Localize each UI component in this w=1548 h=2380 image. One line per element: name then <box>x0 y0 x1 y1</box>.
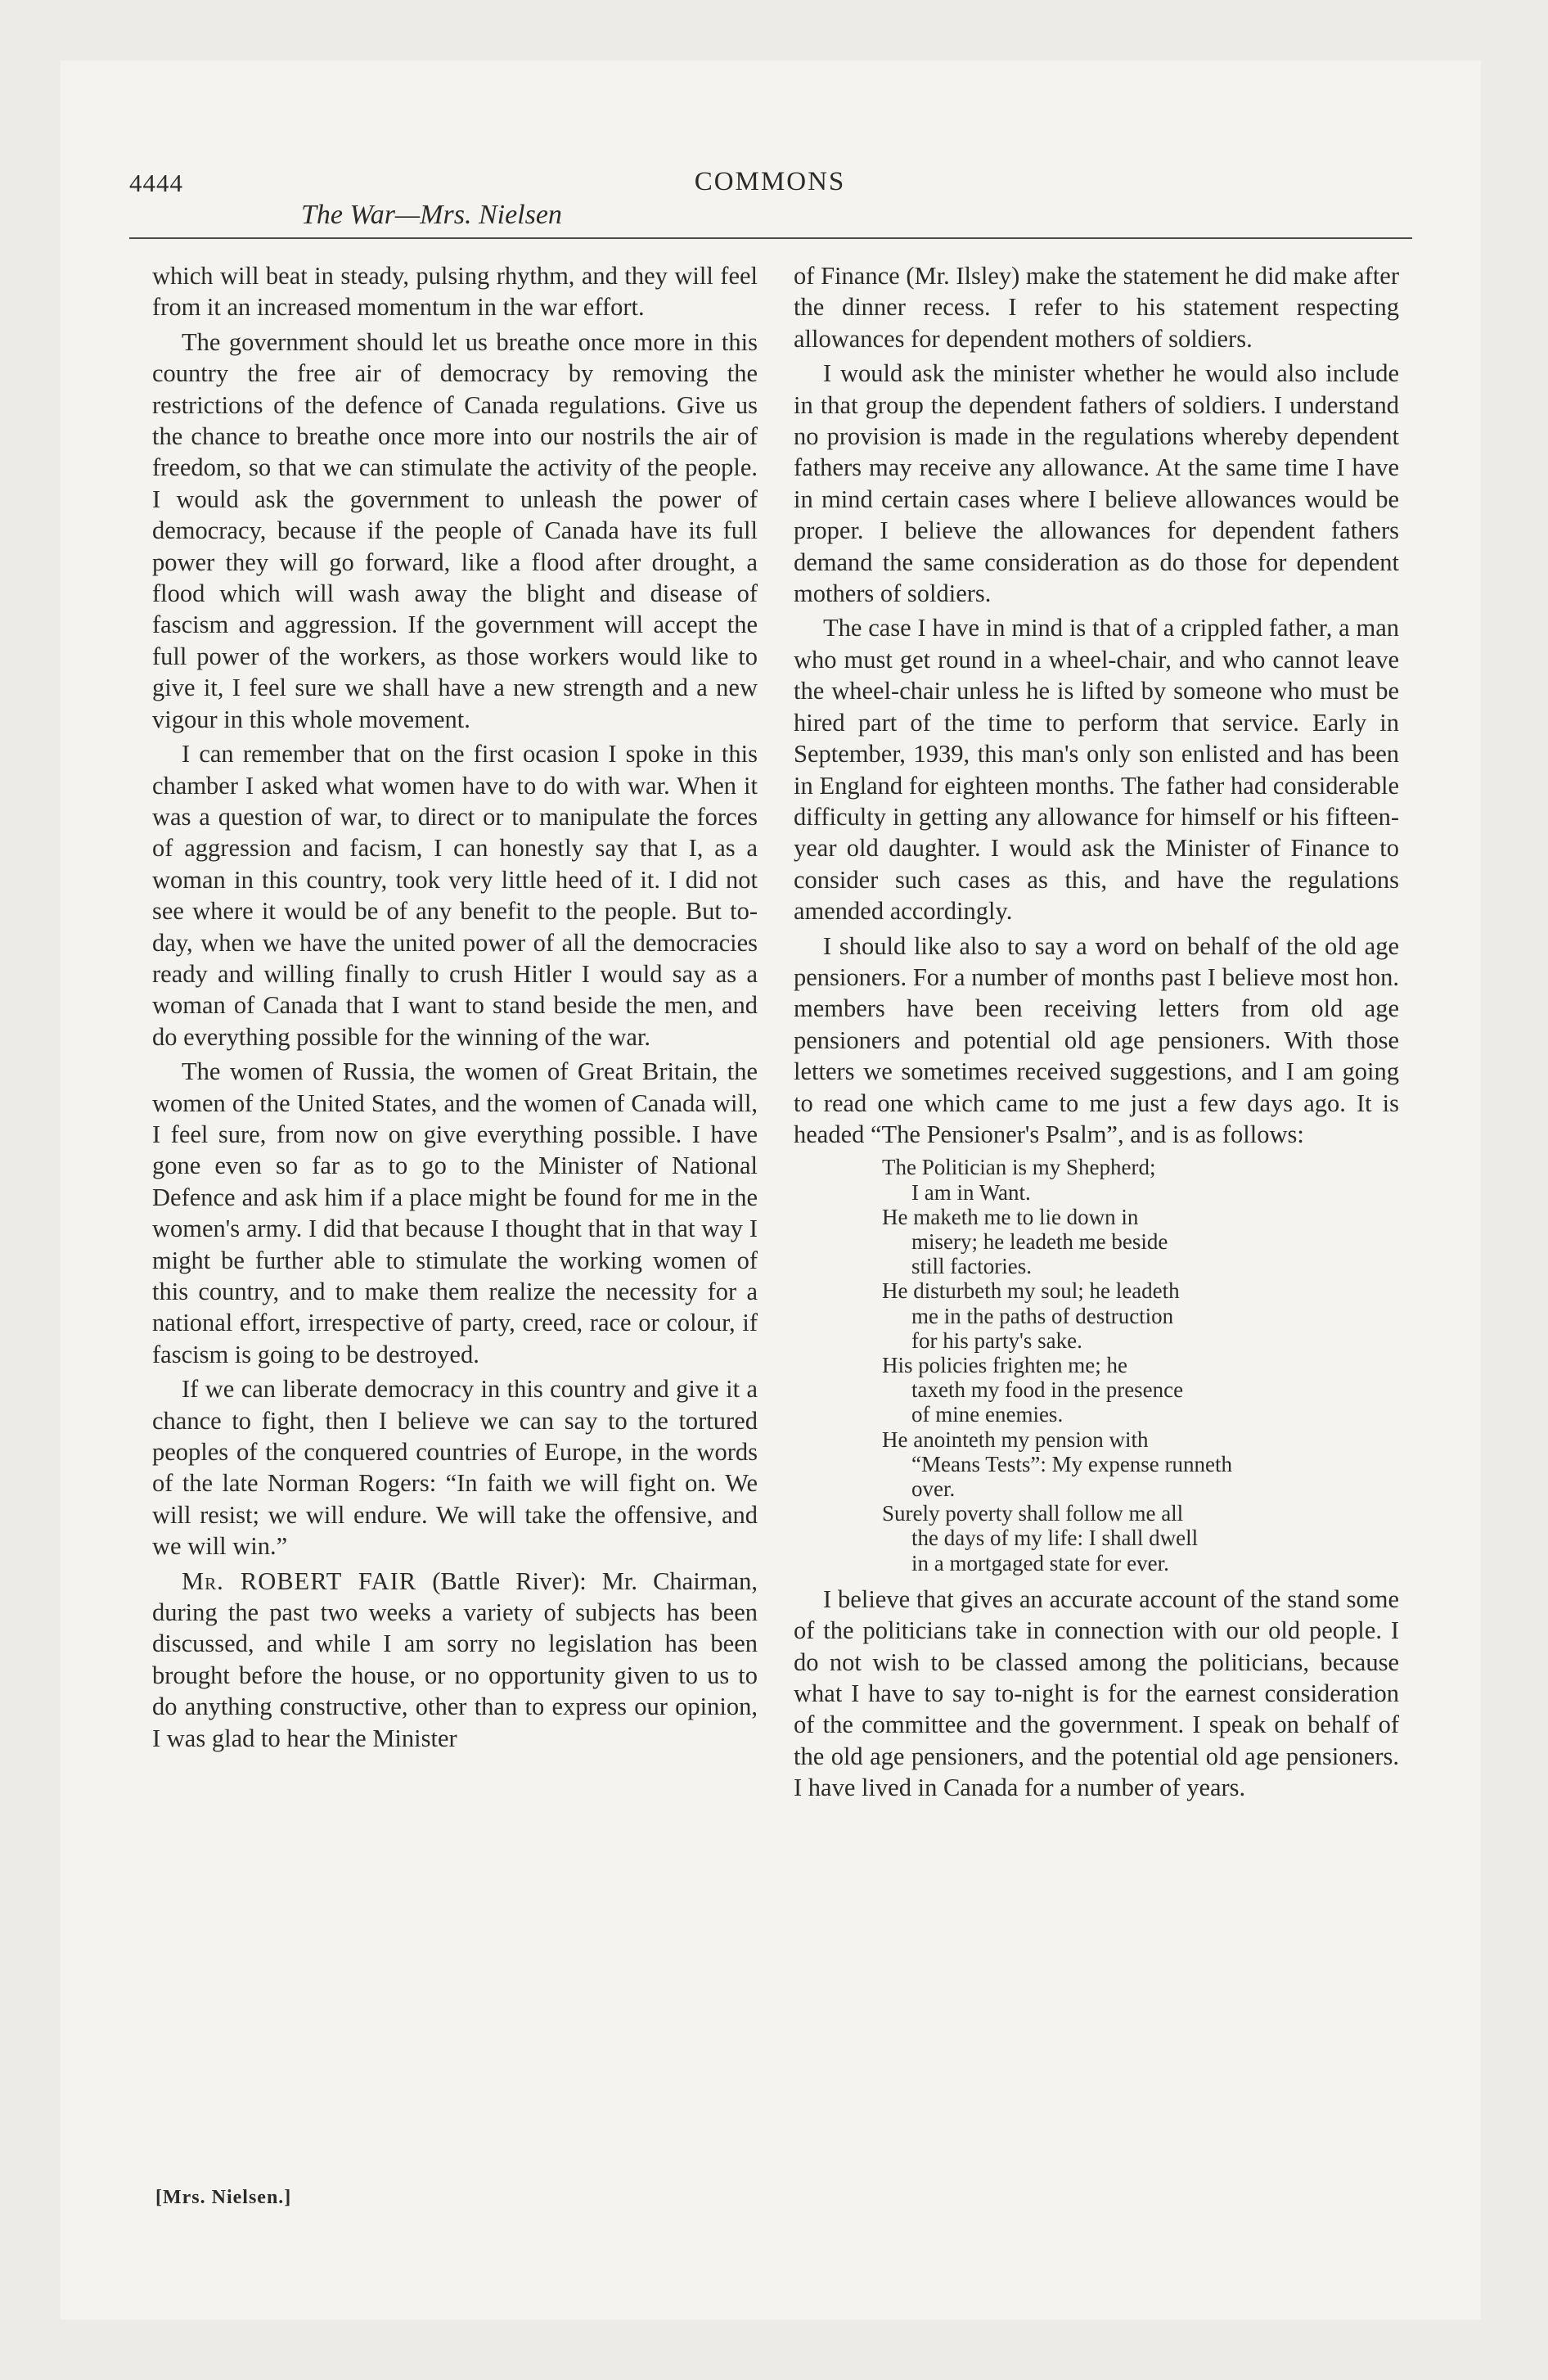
speaker-name: Mr. ROBERT FAIR <box>182 1566 417 1595</box>
paragraph: The women of Russia, the women of Great Britain, the women of the United States, and the women of Canada will, I feel sure, from now on give everything possible. I have gone even so far as to go to the Minister of National Defence and ask him if a place might be found for me in the women's army. I did that because I thought that in that way I might be further able to stimulate the working women of this country, and to make them realize the necessity for a national effort, irrespective of party, creed, race or colour, if fascism is going to be destroyed. <box>152 1057 758 1368</box>
poem-line-continuation: over. <box>911 1476 956 1502</box>
paragraph: If we can liberate democracy in this country and give it a chance to fight, then I believe we can say to the tortured peoples of the conquered countries of Europe, in the words of the late Norman Rogers: “In faith we will fight on. We will resist; we will endure. We will take the offensive, and we will win.” <box>152 1375 758 1561</box>
section-subhead: The War—Mrs. Nielsen <box>301 200 562 230</box>
paragraph: I should like also to say a word on behalf of the old age pensioners. For a number of months past I believe most hon. members have been receiving letters from old age pensioners and potential old age pensioners. With those letters we sometimes received suggestions, and I am going to read one which came to me just a few days ago. It is headed “The Pensioner's Psalm”, and is as follows: <box>794 931 1399 1148</box>
paragraph: of Finance (Mr. Ilsley) make the statement he did make after the dinner recess. I refer to his statement respecting allowances for dependent mothers of soldiers. <box>794 262 1399 353</box>
poem-line-continuation: me in the paths of destruction <box>911 1303 1174 1328</box>
poem-line-continuation: misery; he leadeth me beside <box>911 1228 1168 1254</box>
poem-line: He anointeth my pension with <box>882 1427 1149 1452</box>
header-rule <box>129 237 1412 239</box>
running-head: COMMONS <box>694 167 846 196</box>
paragraph: which will beat in steady, pulsing rhythm, and they will feel from it an increased momentum in the war effort. <box>152 262 758 322</box>
poem-line-continuation: I am in Want. <box>911 1179 1031 1205</box>
poem-line: The Politician is my Shepherd; <box>882 1155 1156 1180</box>
paragraph: The government should let us breathe once more in this country the free air of democracy by removing the restrictions of the defence of Canada regulations. Give us the chance to breathe once more into our nostrils the air of freedom, so that we can stimulate the activity of the people. I would ask the government to unleash the power of democracy, because if the people of Canada have its full power they will go forward, like a flood after drought, a flood which will wash away the blight and disease of fascism and aggression. If the government will accept the full power of the workers, as those workers would like to give it, I feel sure we shall have a new strength and a new vigour in this whole movement. <box>152 327 758 733</box>
page-header <box>129 160 1411 239</box>
poem-line: His policies frighten me; he <box>882 1353 1127 1377</box>
poem-line-continuation: the days of my life: I shall dwell <box>911 1526 1199 1551</box>
paragraph: I would ask the minister whether he would also include in that group the dependent fathers of soldiers. I understand no provision is made in the regulations whereby dependent fathers may receive any allowance. At the same time I have in mind certain cases where I believe allowances would be proper. I believe the allowances for dependent fathers demand the same consideration as do those for dependent mothers of soldiers. <box>794 359 1399 608</box>
paragraph: I believe that gives an accurate account of the stand some of the politicians take in connection with our old people. I do not wish to be classed among the politicians, because what I have to say to-night is for the earnest consideration of the committee and the government. I speak on behalf of the old age pensioners, and the potential old age pensioners. I have lived in Canada for a number of years. <box>794 1584 1399 1802</box>
right-column <box>794 260 1399 1804</box>
poem-line-continuation: “Means Tests”: My expense runneth <box>911 1451 1233 1476</box>
poem-line: He maketh me to lie down in <box>882 1204 1139 1229</box>
page-number: 4444 <box>129 169 183 197</box>
footer-speaker-tag: [Mrs. Nielsen.] <box>155 2187 292 2208</box>
poem-line: Surely poverty shall follow me all <box>882 1501 1184 1526</box>
left-column <box>152 260 758 1754</box>
poem-line-continuation: of mine enemies. <box>911 1402 1064 1427</box>
paragraph <box>152 1566 758 1754</box>
poem-line-continuation: in a mortgaged state for ever. <box>911 1550 1169 1575</box>
poem-line-continuation: still factories. <box>911 1254 1032 1279</box>
paragraph: The case I have in mind is that of a crippled father, a man who must get round in a wheel-chair, and who cannot leave the wheel-chair unless he is lifted by someone who must be hired part of the time to perform that service. Early in September, 1939, this man's only son enlisted and has been in England for eighteen months. The father had considerable difficulty in getting any allowance for himself or his fifteen-year old daughter. I would ask the Minister of Finance to consider such cases as this, and have the regulations amended accordingly. <box>794 614 1399 926</box>
poem-line: He disturbeth my soul; he leadeth <box>882 1278 1180 1304</box>
speaker-text: (Battle River): Mr. Chairman, during the past two weeks a variety of subjects has been discussed, and while I am sorry no legislation has been brought before the house, or no opportunity given to us to do anything constructive, other than to express our opinion, I was glad to hear the Minister <box>152 1566 758 1752</box>
poem-line-continuation: taxeth my food in the presence <box>911 1377 1184 1403</box>
paragraph: I can remember that on the first ocasion I spoke in this chamber I asked what women have to do with war. When it was a question of war, to direct or to manipulate the forces of aggression and facism, I can honestly say that I, as a woman in this country, took very little heed of it. I did not see where it would be of any benefit to the people. But to-day, when we have the united power of all the democracies ready and willing finally to crush Hitler I would say as a woman of Canada that I want to stand beside the men, and do everything possible for the winning of the war. <box>152 740 758 1051</box>
pensioners-psalm <box>882 1155 1399 1575</box>
poem-line-continuation: for his party's sake. <box>911 1327 1082 1353</box>
